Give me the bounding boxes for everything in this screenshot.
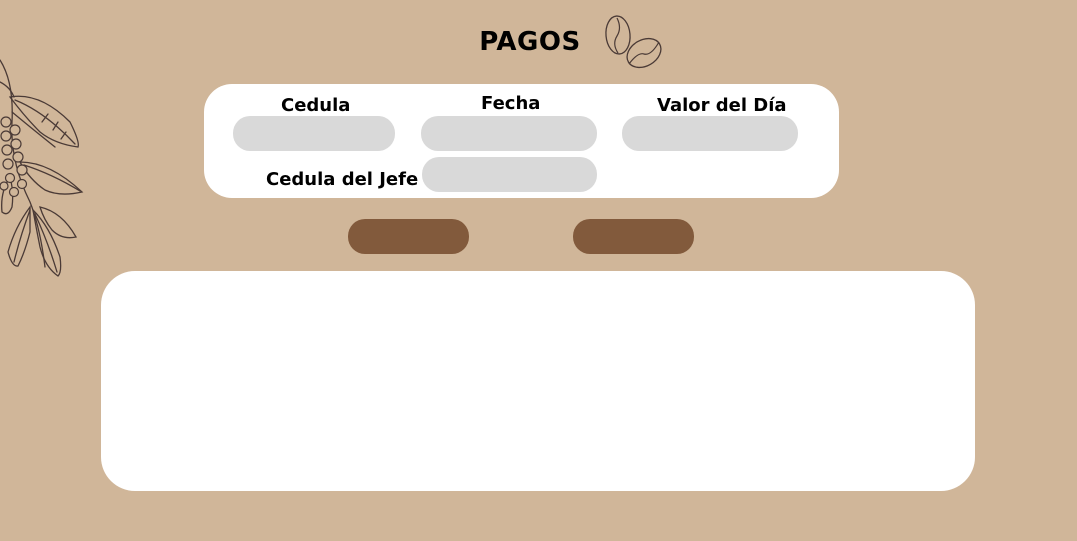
valor-dia-label: Valor del Día bbox=[657, 95, 787, 116]
page-title: PAGOS bbox=[479, 27, 581, 57]
fecha-input[interactable] bbox=[421, 116, 597, 151]
coffee-beans-icon bbox=[598, 12, 668, 74]
coffee-plant-icon bbox=[0, 52, 90, 284]
cedula-input[interactable] bbox=[233, 116, 395, 151]
cedula-jefe-label: Cedula del Jefe bbox=[266, 169, 419, 190]
payments-results-panel bbox=[101, 271, 975, 491]
cedula-label: Cedula bbox=[281, 95, 351, 116]
secondary-action-button[interactable] bbox=[573, 219, 694, 254]
valor-dia-input[interactable] bbox=[622, 116, 798, 151]
cedula-jefe-input[interactable] bbox=[422, 157, 597, 192]
fecha-label: Fecha bbox=[481, 93, 541, 114]
primary-action-button[interactable] bbox=[348, 219, 469, 254]
